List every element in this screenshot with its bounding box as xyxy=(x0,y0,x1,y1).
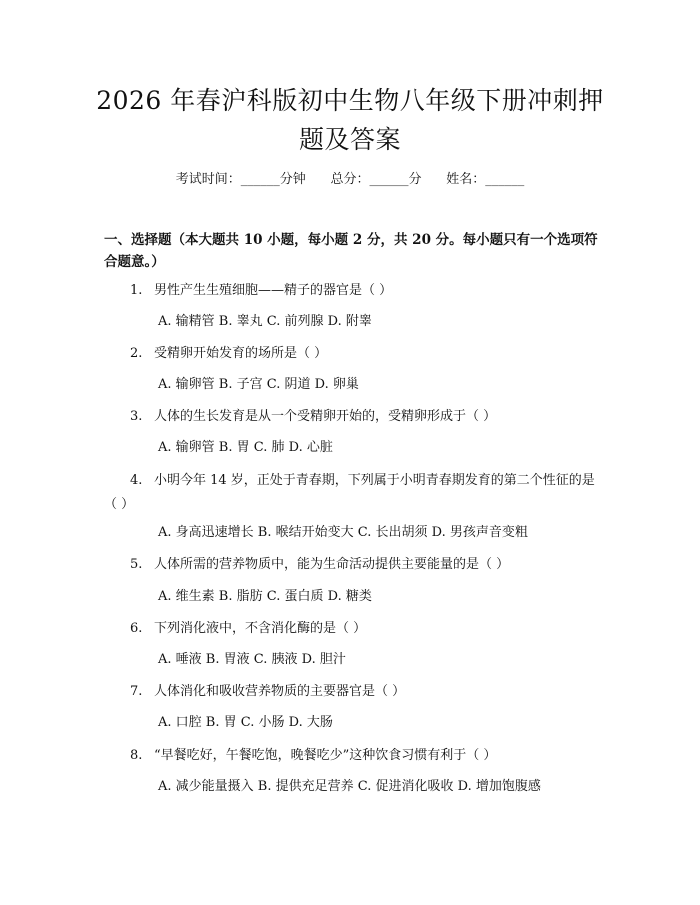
question-8 xyxy=(104,744,604,768)
question-2 xyxy=(104,342,604,366)
question-4 xyxy=(104,469,604,517)
question-number: 2. xyxy=(130,346,143,361)
question-stem: “早餐吃好，午餐吃饱，晚餐吃少”这种饮食习惯有利于（ ） xyxy=(154,748,497,763)
question-number: 6. xyxy=(130,621,143,636)
question-number: 5. xyxy=(130,557,143,572)
question-stem: 下列消化液中，不含消化酶的是（ ） xyxy=(154,621,367,636)
question-1 xyxy=(104,279,604,303)
question-number: 4. xyxy=(130,473,143,488)
question-6-options: A. 唾液 B. 胃液 C. 胰液 D. 胆汁 xyxy=(158,652,346,667)
question-number: 3. xyxy=(130,409,143,424)
question-2-options: A. 输卵管 B. 子宫 C. 阴道 D. 卵巢 xyxy=(158,377,359,392)
question-stem: 男性产生生殖细胞——精子的器官是（ ） xyxy=(154,283,393,298)
exam-info: 考试时间：______分钟 总分：______分 姓名：______ xyxy=(175,172,525,187)
question-number: 1. xyxy=(130,283,143,298)
question-number: 7. xyxy=(130,684,143,699)
question-4-options: A. 身高迅速增长 B. 喉结开始变大 C. 长出胡须 D. 男孩声音变粗 xyxy=(158,525,528,540)
question-7 xyxy=(104,680,604,704)
question-3-options: A. 输卵管 B. 胃 C. 肺 D. 心脏 xyxy=(158,440,333,455)
question-6 xyxy=(104,617,604,641)
question-stem: 受精卵开始发育的场所是（ ） xyxy=(154,346,328,361)
question-5-options: A. 维生素 B. 脂肪 C. 蛋白质 D. 糖类 xyxy=(158,589,372,604)
question-7-options: A. 口腔 B. 胃 C. 小肠 D. 大肠 xyxy=(158,715,333,730)
question-3 xyxy=(104,405,604,429)
section-heading: 一、选择题（本大题共 10 小题，每小题 2 分，共 20 分。每小题只有一个选项符合题意。） xyxy=(104,232,598,270)
question-stem: 人体的生长发育是从一个受精卵开始的，受精卵形成于（ ） xyxy=(154,409,497,424)
question-number: 8. xyxy=(130,748,143,763)
document-title-line-1: 2026 年春沪科版初中生物八年级下册冲刺押 xyxy=(96,86,604,115)
question-stem: 人体消化和吸收营养物质的主要器官是（ ） xyxy=(154,684,406,699)
question-5 xyxy=(104,553,604,577)
question-stem: 人体所需的营养物质中，能为生命活动提供主要能量的是（ ） xyxy=(154,557,510,572)
question-stem: 小明今年 14 岁，正处于青春期，下列属于小明青春期发育的第二个性征的是（ ） xyxy=(104,473,595,512)
document-title-line-2: 题及答案 xyxy=(298,125,401,154)
question-8-options: A. 减少能量摄入 B. 提供充足营养 C. 促进消化吸收 D. 增加饱腹感 xyxy=(158,779,541,794)
question-1-options: A. 输精管 B. 睾丸 C. 前列腺 D. 附睾 xyxy=(158,314,372,329)
